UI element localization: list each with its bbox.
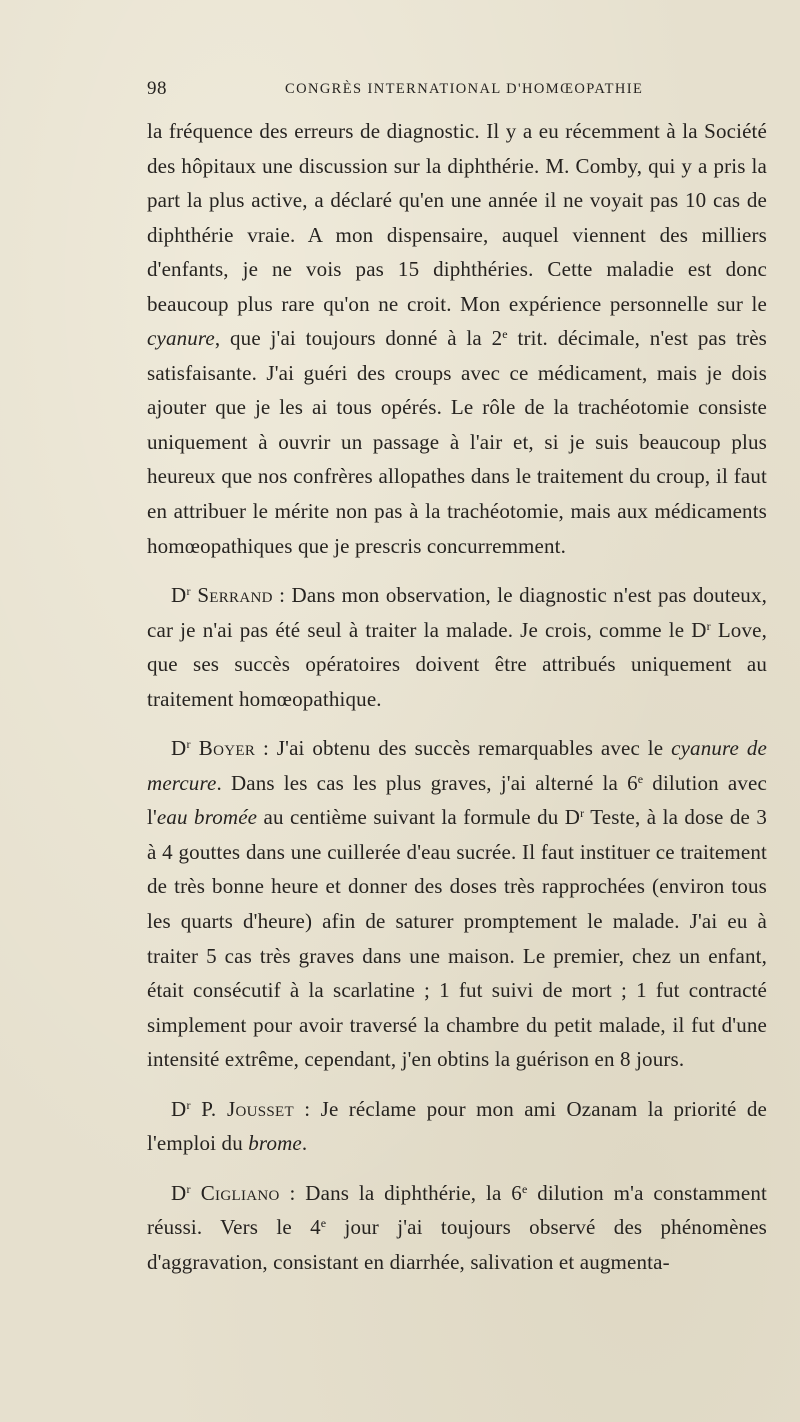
- text-run: au centième suivant la formule du D: [257, 805, 581, 830]
- speaker-boyer: [171, 736, 255, 760]
- speaker-cigliano: [171, 1181, 280, 1205]
- speaker-title: D: [171, 1096, 187, 1121]
- text-run: .: [301, 1131, 308, 1156]
- superscript: e: [502, 327, 508, 342]
- paragraph-spacer: [147, 563, 767, 578]
- paragraph-continuation: [147, 114, 767, 563]
- italic-term: cyanure de mercure: [147, 736, 767, 795]
- text-run: . Dans les cas les plus graves, j'ai alterné la 6: [216, 770, 638, 795]
- superscript: r: [186, 1097, 191, 1112]
- text-run: : Dans la diphthérie, la 6: [279, 1180, 522, 1205]
- text-run: la fréquence des erreurs de diagnostic. Il y a eu récemment à la Société des hôpitaux une discussion sur la diphthérie. M. Comby, qui y a pris la part la plus active, a déclaré qu'en une année il ne voyait pas 10 cas de diphthérie vraie. A mon dispensaire, auquel viennent des milliers d'enfants, je ne vois pas 15 diphthéries. Cette maladie est donc beaucoup plus rare qu'on ne croit. Mon expérience personnelle sur le: [147, 119, 767, 316]
- text-run: dilution avec l': [147, 770, 767, 830]
- paragraph-boyer: [147, 731, 767, 1076]
- superscript: e: [320, 1216, 327, 1231]
- superscript: r: [186, 1181, 191, 1196]
- speaker-title: D: [171, 583, 187, 608]
- superscript: e: [521, 1181, 528, 1196]
- text-run: trit. décimale, n'est pas très satisfaisante. J'ai guéri des croups avec ce médicament, mais je dois ajouter que je les ai tous opérés. Le rôle de la trachéotomie consiste uniquement à ouvrir un passage à l'air et, si je suis beaucoup plus heureux que nos confrères allopathes dans le traitement du croup, il faut en attribuer le mérite non pas à la trachéotomie, mais aux médicaments homœopathiques que je prescris concurremment.: [147, 326, 767, 558]
- superscript: r: [580, 806, 585, 821]
- body-text: [147, 114, 767, 1280]
- speaker-name: P. Jousset: [201, 1096, 294, 1121]
- speaker-title: D: [171, 1180, 187, 1205]
- text-run: : Dans mon observation, le diagnostic n'est pas douteux, car je n'ai pas été seul à traiter la malade. Je crois, comme le D: [147, 583, 767, 642]
- paragraph-cigliano: [147, 1176, 767, 1280]
- text-run: , que j'ai toujours donné à la 2: [214, 326, 503, 351]
- speaker-title: D: [171, 736, 187, 761]
- italic-term: cyanure: [147, 326, 215, 351]
- superscript: r: [186, 737, 191, 752]
- text-run: : Je réclame pour mon ami Ozanam la priorité de l'emploi du: [147, 1096, 767, 1156]
- superscript: r: [706, 618, 711, 633]
- paragraph-jousset: [147, 1092, 767, 1161]
- speaker-name: Serrand: [197, 583, 273, 608]
- superscript: r: [186, 584, 191, 599]
- paragraph-serrand: [147, 578, 767, 716]
- paragraph-spacer: [147, 1161, 767, 1176]
- text-run: : J'ai obtenu des succès remarquables avec le: [255, 736, 672, 761]
- speaker-name: Boyer: [198, 736, 256, 761]
- italic-term: eau bromée: [156, 805, 258, 830]
- page-number: 98: [147, 78, 167, 99]
- speaker-serrand: [171, 583, 273, 607]
- running-head: CONGRÈS INTERNATIONAL D'HOMŒOPATHIE: [285, 81, 644, 97]
- speaker-jousset: [171, 1097, 294, 1121]
- superscript: e: [637, 771, 644, 786]
- paragraph-spacer: [147, 1077, 767, 1092]
- paragraph-spacer: [147, 716, 767, 731]
- page-header: [147, 78, 767, 106]
- text-run: Teste, à la dose de 3 à 4 gouttes dans une cuillerée d'eau sucrée. Il faut instituer ce traitement de très bonne heure et donner des doses très rapprochées (environ tous les quarts d'heure) afin de saturer promptement le malade. J'ai eu à traiter 5 cas très graves dans une maison. Le premier, chez un enfant, était consécutif à la scarlatine ; 1 fut suivi de mort ; 1 fut contracté simplement pour avoir traversé la chambre du petit malade, il fut d'une intensité extrême, cependant, j'en obtins la guérison en 8 jours.: [147, 805, 767, 1072]
- italic-term: brome: [248, 1131, 302, 1156]
- text-run: jour j'ai toujours observé des phénomènes d'aggravation, consistant en diarrhée, salivation et augmenta-: [147, 1215, 767, 1274]
- text-run: dilution m'a constamment réussi. Vers le 4: [147, 1180, 767, 1240]
- text-run: Love, que ses succès opératoires doivent être attribués uniquement au traitement homœopathique.: [147, 617, 767, 711]
- speaker-name: Cigliano: [200, 1180, 280, 1205]
